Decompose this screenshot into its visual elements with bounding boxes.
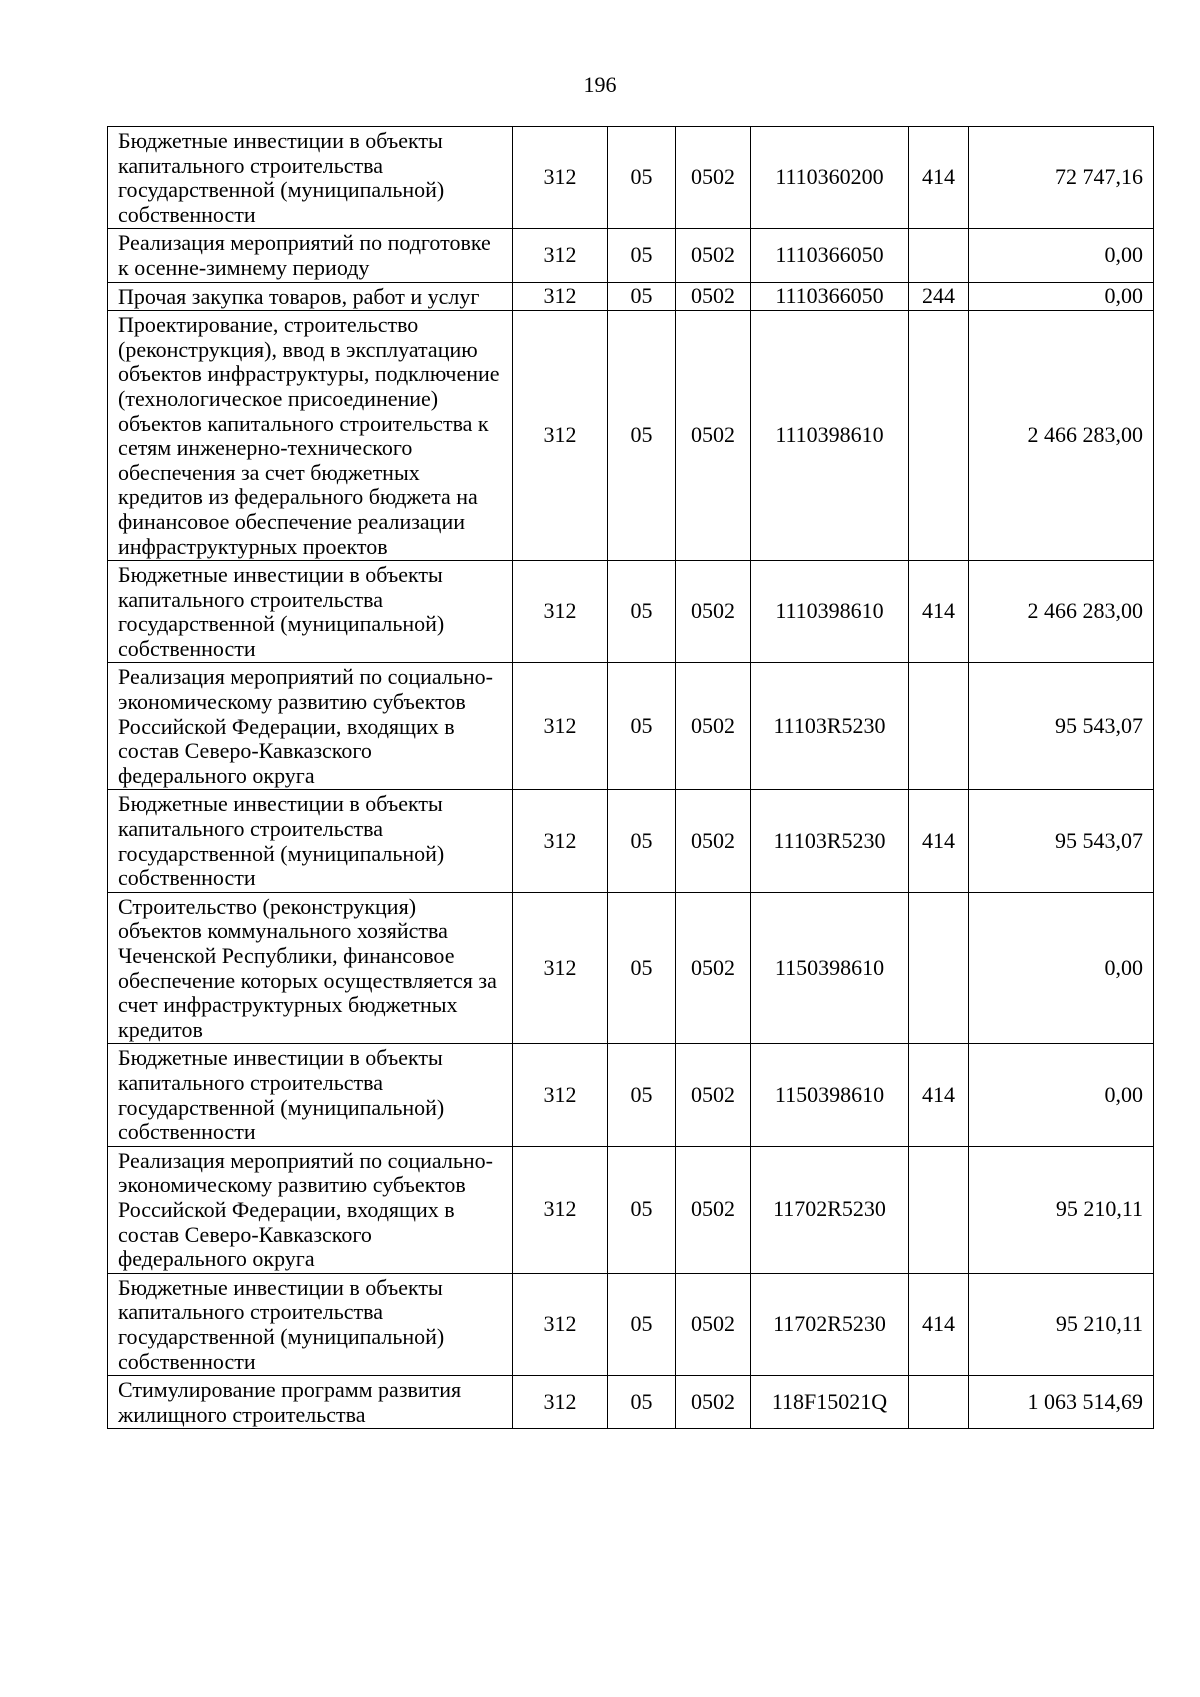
ministry-code-cell: 312 (513, 561, 608, 663)
amount-cell: 95 543,07 (969, 790, 1154, 892)
table-row (108, 663, 1154, 790)
section-code-cell: 05 (608, 127, 676, 229)
subsection-code-cell: 0502 (676, 282, 751, 311)
expense-name-cell: Бюджетные инвестиции в объекты капитального строительства государственной (муниципальной) собственности (108, 1273, 513, 1375)
table-row (108, 127, 1154, 229)
target-article-code-cell: 118F15021Q (751, 1376, 909, 1429)
amount-cell: 0,00 (969, 1044, 1154, 1146)
expense-type-code-cell (909, 311, 969, 561)
expense-name-cell: Стимулирование программ развития жилищного строительства (108, 1376, 513, 1429)
table-row (108, 1273, 1154, 1375)
budget-table-body (108, 127, 1154, 1429)
expense-type-code-cell (909, 892, 969, 1044)
target-article-code-cell: 1110366050 (751, 229, 909, 282)
ministry-code-cell: 312 (513, 1273, 608, 1375)
target-article-code-cell: 11702R5230 (751, 1146, 909, 1273)
ministry-code-cell: 312 (513, 127, 608, 229)
expense-name-cell: Проектирование, строительство (реконструкция), ввод в эксплуатацию объектов инфраструктуры, подключение (технологическое присоединение) объектов капитального строительства к сетям инженерно-технического обеспечения за счет бюджетных кредитов из федерального бюджета на финансовое обеспечение реализации инфраструктурных проектов (108, 311, 513, 561)
expense-name-cell: Реализация мероприятий по социально-экономическому развитию субъектов Российской Федерации, входящих в состав Северо-Кавказского федерального округа (108, 663, 513, 790)
expense-name-cell: Строительство (реконструкция) объектов коммунального хозяйства Чеченской Республики, финансовое обеспечение которых осуществляется за счет инфраструктурных бюджетных кредитов (108, 892, 513, 1044)
expense-type-code-cell (909, 663, 969, 790)
table-row (108, 282, 1154, 311)
amount-cell: 1 063 514,69 (969, 1376, 1154, 1429)
section-code-cell: 05 (608, 663, 676, 790)
page-number: 196 (583, 72, 617, 97)
ministry-code-cell: 312 (513, 1044, 608, 1146)
amount-cell: 0,00 (969, 229, 1154, 282)
amount-cell: 0,00 (969, 892, 1154, 1044)
expense-type-code-cell: 414 (909, 561, 969, 663)
subsection-code-cell: 0502 (676, 790, 751, 892)
ministry-code-cell: 312 (513, 1376, 608, 1429)
section-code-cell: 05 (608, 1273, 676, 1375)
table-row (108, 1044, 1154, 1146)
section-code-cell: 05 (608, 1044, 676, 1146)
table-row (108, 1146, 1154, 1273)
subsection-code-cell: 0502 (676, 1273, 751, 1375)
table-row (108, 561, 1154, 663)
amount-cell: 72 747,16 (969, 127, 1154, 229)
expense-type-code-cell: 414 (909, 127, 969, 229)
table-row (108, 311, 1154, 561)
ministry-code-cell: 312 (513, 1146, 608, 1273)
amount-cell: 95 210,11 (969, 1273, 1154, 1375)
expense-type-code-cell: 414 (909, 790, 969, 892)
subsection-code-cell: 0502 (676, 663, 751, 790)
expense-name-cell: Реализация мероприятий по подготовке к осенне-зимнему периоду (108, 229, 513, 282)
ministry-code-cell: 312 (513, 663, 608, 790)
section-code-cell: 05 (608, 229, 676, 282)
table-row (108, 229, 1154, 282)
target-article-code-cell: 1110360200 (751, 127, 909, 229)
ministry-code-cell: 312 (513, 282, 608, 311)
target-article-code-cell: 1110398610 (751, 311, 909, 561)
section-code-cell: 05 (608, 561, 676, 663)
amount-cell: 0,00 (969, 282, 1154, 311)
expense-name-cell: Бюджетные инвестиции в объекты капитального строительства государственной (муниципальной) собственности (108, 790, 513, 892)
subsection-code-cell: 0502 (676, 311, 751, 561)
expense-name-cell: Прочая закупка товаров, работ и услуг (108, 282, 513, 311)
subsection-code-cell: 0502 (676, 892, 751, 1044)
subsection-code-cell: 0502 (676, 1044, 751, 1146)
ministry-code-cell: 312 (513, 892, 608, 1044)
expense-type-code-cell (909, 1376, 969, 1429)
subsection-code-cell: 0502 (676, 1146, 751, 1273)
subsection-code-cell: 0502 (676, 561, 751, 663)
target-article-code-cell: 1110366050 (751, 282, 909, 311)
expense-type-code-cell: 414 (909, 1044, 969, 1146)
expense-type-code-cell: 414 (909, 1273, 969, 1375)
target-article-code-cell: 11103R5230 (751, 790, 909, 892)
ministry-code-cell: 312 (513, 790, 608, 892)
subsection-code-cell: 0502 (676, 229, 751, 282)
expense-name-cell: Бюджетные инвестиции в объекты капитального строительства государственной (муниципальной) собственности (108, 561, 513, 663)
section-code-cell: 05 (608, 282, 676, 311)
target-article-code-cell: 1150398610 (751, 1044, 909, 1146)
ministry-code-cell: 312 (513, 229, 608, 282)
table-row (108, 1376, 1154, 1429)
target-article-code-cell: 11103R5230 (751, 663, 909, 790)
ministry-code-cell: 312 (513, 311, 608, 561)
amount-cell: 95 210,11 (969, 1146, 1154, 1273)
section-code-cell: 05 (608, 892, 676, 1044)
expense-name-cell: Бюджетные инвестиции в объекты капитального строительства государственной (муниципальной) собственности (108, 127, 513, 229)
expense-name-cell: Бюджетные инвестиции в объекты капитального строительства государственной (муниципальной) собственности (108, 1044, 513, 1146)
expense-type-code-cell: 244 (909, 282, 969, 311)
section-code-cell: 05 (608, 1376, 676, 1429)
budget-table (107, 126, 1154, 1429)
table-row (108, 790, 1154, 892)
target-article-code-cell: 1150398610 (751, 892, 909, 1044)
amount-cell: 2 466 283,00 (969, 311, 1154, 561)
table-row (108, 892, 1154, 1044)
expense-type-code-cell (909, 229, 969, 282)
amount-cell: 2 466 283,00 (969, 561, 1154, 663)
expense-name-cell: Реализация мероприятий по социально-экономическому развитию субъектов Российской Федерации, входящих в состав Северо-Кавказского федерального округа (108, 1146, 513, 1273)
amount-cell: 95 543,07 (969, 663, 1154, 790)
section-code-cell: 05 (608, 311, 676, 561)
section-code-cell: 05 (608, 1146, 676, 1273)
subsection-code-cell: 0502 (676, 1376, 751, 1429)
target-article-code-cell: 11702R5230 (751, 1273, 909, 1375)
expense-type-code-cell (909, 1146, 969, 1273)
subsection-code-cell: 0502 (676, 127, 751, 229)
section-code-cell: 05 (608, 790, 676, 892)
target-article-code-cell: 1110398610 (751, 561, 909, 663)
